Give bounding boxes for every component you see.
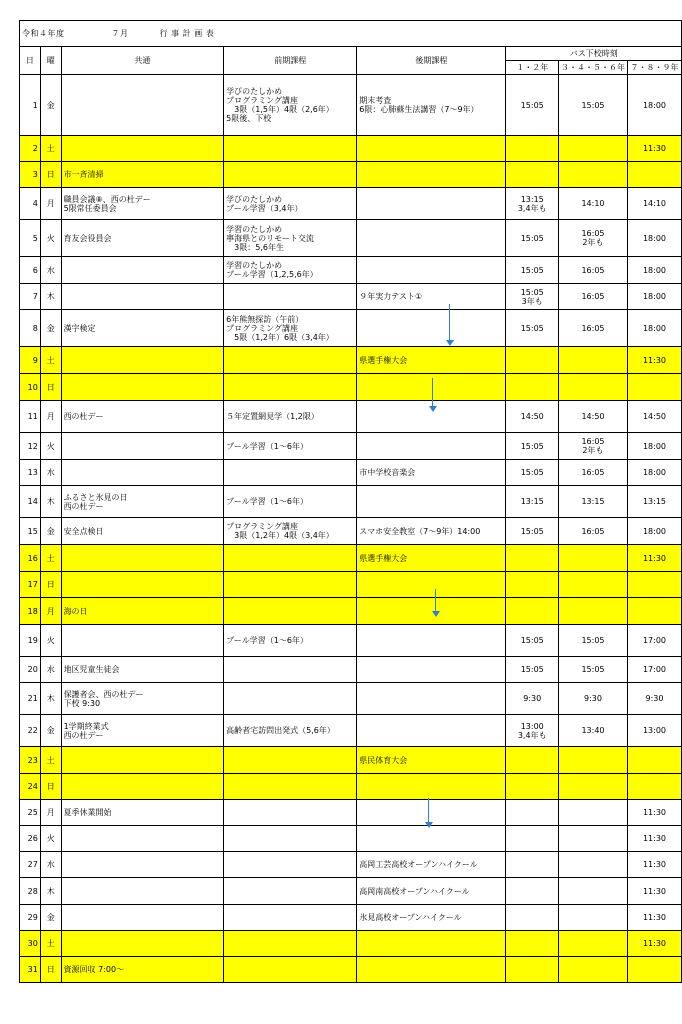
weekday-cell: 土	[40, 347, 61, 374]
bus-time-3456-cell: 16:05	[558, 310, 627, 347]
weekday-cell: 日	[40, 374, 61, 401]
common-event-cell	[61, 257, 224, 284]
common-event-cell: 西の杜デー	[61, 401, 224, 433]
continue-arrow-icon	[446, 304, 454, 346]
bus-time-12-cell	[506, 598, 559, 625]
day-cell: 22	[20, 715, 41, 747]
bus-time-12-cell	[506, 347, 559, 374]
day-cell: 2	[20, 136, 41, 162]
bus-time-12-cell: 13:00 3,4年も	[506, 715, 559, 747]
col-header-early: 前期課程	[224, 47, 357, 75]
early-course-cell: プール学習（1～6年）	[224, 433, 357, 460]
weekday-cell: 水	[40, 657, 61, 683]
common-event-cell: 育友会役員会	[61, 220, 224, 257]
weekday-cell: 木	[40, 284, 61, 310]
common-event-cell	[61, 774, 224, 800]
bus-time-3456-cell: 15:05	[558, 625, 627, 657]
weekday-cell: 金	[40, 518, 61, 545]
schedule-sheet	[19, 20, 682, 983]
common-event-cell	[61, 625, 224, 657]
table-row	[20, 800, 682, 826]
bus-time-12-cell	[506, 162, 559, 188]
day-cell: 27	[20, 852, 41, 878]
bus-time-789-cell: 11:30	[627, 347, 681, 374]
weekday-cell: 日	[40, 162, 61, 188]
weekday-cell: 火	[40, 220, 61, 257]
early-course-cell	[224, 347, 357, 374]
table-title-row	[20, 21, 682, 47]
bus-time-12-cell	[506, 957, 559, 983]
bus-time-789-cell: 18:00	[627, 257, 681, 284]
weekday-cell: 土	[40, 931, 61, 957]
common-event-cell	[61, 826, 224, 852]
common-event-cell: 職員会議⑧、西の杜デー 5限常任委員会	[61, 188, 224, 220]
late-course-cell: 市中学校音楽会	[357, 460, 506, 486]
bus-time-789-cell	[627, 747, 681, 774]
bus-time-12-cell	[506, 136, 559, 162]
weekday-cell: 月	[40, 188, 61, 220]
common-event-cell	[61, 545, 224, 572]
day-cell: 25	[20, 800, 41, 826]
table-row	[20, 852, 682, 878]
late-course-cell	[357, 136, 506, 162]
bus-time-12-cell	[506, 800, 559, 826]
bus-time-789-cell	[627, 374, 681, 401]
bus-time-3456-cell	[558, 598, 627, 625]
bus-time-3456-cell	[558, 347, 627, 374]
bus-time-3456-cell: 13:15	[558, 486, 627, 518]
col-header-bus: バス下校時刻	[506, 47, 682, 61]
table-row	[20, 545, 682, 572]
day-cell: 14	[20, 486, 41, 518]
bus-time-3456-cell	[558, 162, 627, 188]
continue-arrow-icon	[429, 378, 437, 412]
common-event-cell	[61, 905, 224, 931]
weekday-cell: 木	[40, 878, 61, 905]
late-course-cell: スマホ安全教室（7～9年）14:00	[357, 518, 506, 545]
early-course-cell	[224, 683, 357, 715]
weekday-cell: 月	[40, 800, 61, 826]
weekday-cell: 金	[40, 715, 61, 747]
weekday-cell: 土	[40, 136, 61, 162]
early-course-cell: 6年熊無探訪（午前） プログラミング講座 5限（1,2年）6限（3,4年）	[224, 310, 357, 347]
early-course-cell	[224, 878, 357, 905]
table-row	[20, 931, 682, 957]
day-cell: 15	[20, 518, 41, 545]
bus-time-12-cell: 13:15	[506, 486, 559, 518]
day-cell: 23	[20, 747, 41, 774]
common-event-cell	[61, 747, 224, 774]
table-row	[20, 657, 682, 683]
bus-time-12-cell	[506, 545, 559, 572]
bus-time-3456-cell: 14:50	[558, 401, 627, 433]
early-course-cell	[224, 931, 357, 957]
weekday-cell: 土	[40, 747, 61, 774]
table-row	[20, 572, 682, 598]
bus-time-12-cell	[506, 826, 559, 852]
bus-time-12-cell	[506, 878, 559, 905]
bus-time-12-cell: 15:05	[506, 460, 559, 486]
bus-time-3456-cell: 15:05	[558, 75, 627, 136]
bus-time-12-cell: 15:05	[506, 657, 559, 683]
weekday-cell: 月	[40, 401, 61, 433]
table-row	[20, 460, 682, 486]
early-course-cell	[224, 852, 357, 878]
late-course-cell	[357, 657, 506, 683]
early-course-cell: 高齢者宅訪問出発式（5,6年）	[224, 715, 357, 747]
table-row	[20, 347, 682, 374]
weekday-cell: 木	[40, 683, 61, 715]
early-course-cell	[224, 460, 357, 486]
bus-time-789-cell: 11:30	[627, 136, 681, 162]
bus-time-3456-cell: 13:40	[558, 715, 627, 747]
table-row	[20, 374, 682, 401]
day-cell: 21	[20, 683, 41, 715]
bus-time-12-cell	[506, 931, 559, 957]
col-header-common: 共通	[61, 47, 224, 75]
bus-time-3456-cell: 16:05	[558, 284, 627, 310]
common-event-cell: 保護者会、西の杜デー 下校 9:30	[61, 683, 224, 715]
early-course-cell: プール学習（1～6年）	[224, 625, 357, 657]
bus-time-3456-cell	[558, 374, 627, 401]
bus-time-3456-cell	[558, 905, 627, 931]
common-event-cell: 安全点検日	[61, 518, 224, 545]
bus-time-3456-cell	[558, 800, 627, 826]
day-cell: 12	[20, 433, 41, 460]
early-course-cell	[224, 136, 357, 162]
weekday-cell: 水	[40, 460, 61, 486]
day-cell: 11	[20, 401, 41, 433]
late-course-cell	[357, 774, 506, 800]
late-course-cell: 期末考査 6限：心肺蘇生法講習（7～9年）	[357, 75, 506, 136]
col-header-late: 後期課程	[357, 47, 506, 75]
table-row	[20, 826, 682, 852]
late-course-cell	[357, 486, 506, 518]
bus-time-789-cell: 11:30	[627, 852, 681, 878]
day-cell: 31	[20, 957, 41, 983]
bus-time-789-cell: 18:00	[627, 75, 681, 136]
weekday-cell: 金	[40, 310, 61, 347]
weekday-cell: 日	[40, 572, 61, 598]
bus-time-3456-cell	[558, 878, 627, 905]
bus-time-12-cell	[506, 905, 559, 931]
common-event-cell: 海の日	[61, 598, 224, 625]
late-course-cell: 県選手権大会	[357, 545, 506, 572]
early-course-cell	[224, 284, 357, 310]
bus-time-12-cell	[506, 774, 559, 800]
bus-time-789-cell: 18:00	[627, 518, 681, 545]
table-row	[20, 683, 682, 715]
bus-time-12-cell: 15:05	[506, 310, 559, 347]
bus-time-3456-cell	[558, 545, 627, 572]
common-event-cell	[61, 374, 224, 401]
early-course-cell	[224, 545, 357, 572]
bus-time-789-cell: 11:30	[627, 545, 681, 572]
day-cell: 26	[20, 826, 41, 852]
common-event-cell: 資源回収 7:00～	[61, 957, 224, 983]
early-course-cell	[224, 957, 357, 983]
bus-time-789-cell	[627, 572, 681, 598]
table-row	[20, 905, 682, 931]
table-row	[20, 75, 682, 136]
continue-arrow-icon	[432, 589, 440, 617]
day-cell: 16	[20, 545, 41, 572]
late-course-cell	[357, 957, 506, 983]
bus-time-12-cell	[506, 747, 559, 774]
late-course-cell: 高岡工芸高校オープンハイクール	[357, 852, 506, 878]
bus-time-12-cell: 15:05	[506, 433, 559, 460]
bus-time-12-cell	[506, 374, 559, 401]
common-event-cell: 漢字検定	[61, 310, 224, 347]
common-event-cell	[61, 931, 224, 957]
table-row	[20, 162, 682, 188]
early-course-cell: プログラミング講座 3限（1,2年）4限（3,4年）	[224, 518, 357, 545]
table-row	[20, 625, 682, 657]
bus-time-789-cell: 11:30	[627, 905, 681, 931]
early-course-cell: ５年定置網見学（1,2限）	[224, 401, 357, 433]
table-row	[20, 774, 682, 800]
col-header-bus-3456: ３・４・５・６年	[558, 61, 627, 75]
day-cell: 10	[20, 374, 41, 401]
bus-time-3456-cell: 16:05 2年も	[558, 433, 627, 460]
early-course-cell	[224, 657, 357, 683]
bus-time-3456-cell	[558, 572, 627, 598]
early-course-cell	[224, 162, 357, 188]
day-cell: 8	[20, 310, 41, 347]
weekday-cell: 金	[40, 905, 61, 931]
common-event-cell: 地区児童生徒会	[61, 657, 224, 683]
late-course-cell: ９年実力テスト①	[357, 284, 506, 310]
bus-time-12-cell: 15:05	[506, 257, 559, 284]
day-cell: 20	[20, 657, 41, 683]
bus-time-3456-cell	[558, 774, 627, 800]
bus-time-3456-cell	[558, 747, 627, 774]
early-course-cell	[224, 572, 357, 598]
weekday-cell: 土	[40, 545, 61, 572]
day-cell: 28	[20, 878, 41, 905]
weekday-cell: 月	[40, 598, 61, 625]
fiscal-year-label: 令和４年度	[22, 29, 65, 38]
table-row	[20, 486, 682, 518]
bus-time-789-cell: 9:30	[627, 683, 681, 715]
schedule-table	[19, 20, 682, 983]
late-course-cell	[357, 188, 506, 220]
bus-time-12-cell: 13:15 3,4年も	[506, 188, 559, 220]
common-event-cell	[61, 878, 224, 905]
bus-time-12-cell: 15:05	[506, 75, 559, 136]
common-event-cell	[61, 460, 224, 486]
col-header-day: 日	[20, 47, 41, 75]
bus-time-789-cell: 18:00	[627, 433, 681, 460]
bus-time-12-cell	[506, 852, 559, 878]
table-row	[20, 257, 682, 284]
late-course-cell: 県民体育大会	[357, 747, 506, 774]
bus-time-789-cell: 17:00	[627, 625, 681, 657]
early-course-cell: 学習のたしかめ 寧海県とのリモート交流 3限：5,6年生	[224, 220, 357, 257]
weekday-cell: 火	[40, 433, 61, 460]
table-row	[20, 310, 682, 347]
month-label: ７月	[111, 29, 129, 38]
bus-time-789-cell	[627, 957, 681, 983]
day-cell: 18	[20, 598, 41, 625]
common-event-cell: 夏季休業開始	[61, 800, 224, 826]
table-row	[20, 715, 682, 747]
bus-time-789-cell	[627, 162, 681, 188]
table-row	[20, 957, 682, 983]
late-course-cell	[357, 826, 506, 852]
bus-time-789-cell	[627, 774, 681, 800]
common-event-cell: 市一斉清掃	[61, 162, 224, 188]
late-course-cell	[357, 625, 506, 657]
table-row	[20, 136, 682, 162]
early-course-cell	[224, 826, 357, 852]
late-course-cell	[357, 310, 506, 347]
bus-time-12-cell	[506, 572, 559, 598]
early-course-cell	[224, 774, 357, 800]
bus-time-789-cell: 11:30	[627, 931, 681, 957]
late-course-cell	[357, 433, 506, 460]
day-cell: 19	[20, 625, 41, 657]
early-course-cell: 学びのたしかめ プール学習（3,4年）	[224, 188, 357, 220]
bus-time-12-cell: 14:50	[506, 401, 559, 433]
table-row	[20, 878, 682, 905]
early-course-cell: 学習のたしかめ プール学習（1,2,5,6年）	[224, 257, 357, 284]
weekday-cell: 金	[40, 75, 61, 136]
bus-time-3456-cell: 16:05	[558, 518, 627, 545]
bus-time-789-cell: 11:30	[627, 826, 681, 852]
common-event-cell: ふるさと氷見の日 西の杜デー	[61, 486, 224, 518]
table-row	[20, 747, 682, 774]
late-course-cell	[357, 162, 506, 188]
common-event-cell: 1学期終業式 西の杜デー	[61, 715, 224, 747]
late-course-cell: 氷見高校オープンハイクール	[357, 905, 506, 931]
late-course-cell	[357, 220, 506, 257]
bus-time-789-cell: 11:30	[627, 878, 681, 905]
early-course-cell	[224, 905, 357, 931]
day-cell: 30	[20, 931, 41, 957]
day-cell: 24	[20, 774, 41, 800]
bus-time-789-cell: 18:00	[627, 220, 681, 257]
bus-time-789-cell: 17:00	[627, 657, 681, 683]
weekday-cell: 火	[40, 625, 61, 657]
bus-time-789-cell: 13:15	[627, 486, 681, 518]
bus-time-3456-cell: 14:10	[558, 188, 627, 220]
early-course-cell: 学びのたしかめ プログラミング講座 3限（1,5年）4限（2,6年） 5限後、下校	[224, 75, 357, 136]
bus-time-3456-cell	[558, 931, 627, 957]
table-row	[20, 433, 682, 460]
day-cell: 4	[20, 188, 41, 220]
common-event-cell	[61, 136, 224, 162]
bus-time-3456-cell	[558, 826, 627, 852]
table-row	[20, 598, 682, 625]
day-cell: 5	[20, 220, 41, 257]
bus-time-3456-cell: 9:30	[558, 683, 627, 715]
bus-time-3456-cell: 16:05	[558, 257, 627, 284]
bus-time-789-cell	[627, 598, 681, 625]
common-event-cell	[61, 284, 224, 310]
continue-arrow-icon	[425, 798, 433, 828]
common-event-cell	[61, 347, 224, 374]
late-course-cell	[357, 931, 506, 957]
day-cell: 3	[20, 162, 41, 188]
bus-time-789-cell: 13:00	[627, 715, 681, 747]
page-title: 行 事 計 画 表	[159, 29, 215, 38]
bus-time-789-cell: 11:30	[627, 800, 681, 826]
bus-time-12-cell: 15:05	[506, 518, 559, 545]
bus-time-789-cell: 18:00	[627, 284, 681, 310]
bus-time-789-cell: 18:00	[627, 460, 681, 486]
early-course-cell: プール学習（1～6年）	[224, 486, 357, 518]
table-row	[20, 401, 682, 433]
table-row	[20, 284, 682, 310]
bus-time-3456-cell	[558, 852, 627, 878]
bus-time-3456-cell: 16:05	[558, 460, 627, 486]
table-row	[20, 220, 682, 257]
schedule-body	[20, 75, 682, 983]
table-row	[20, 188, 682, 220]
early-course-cell	[224, 598, 357, 625]
common-event-cell	[61, 75, 224, 136]
late-course-cell: 高岡南高校オープンハイクール	[357, 878, 506, 905]
late-course-cell	[357, 257, 506, 284]
day-cell: 6	[20, 257, 41, 284]
common-event-cell	[61, 572, 224, 598]
late-course-cell	[357, 683, 506, 715]
bus-time-3456-cell	[558, 136, 627, 162]
day-cell: 9	[20, 347, 41, 374]
col-header-weekday: 曜	[40, 47, 61, 75]
late-course-cell: 県選手権大会	[357, 347, 506, 374]
bus-time-12-cell: 9:30	[506, 683, 559, 715]
day-cell: 17	[20, 572, 41, 598]
weekday-cell: 水	[40, 852, 61, 878]
weekday-cell: 火	[40, 826, 61, 852]
day-cell: 29	[20, 905, 41, 931]
day-cell: 7	[20, 284, 41, 310]
bus-time-3456-cell: 16:05 2年も	[558, 220, 627, 257]
bus-time-3456-cell: 15:05	[558, 657, 627, 683]
bus-time-789-cell: 14:50	[627, 401, 681, 433]
bus-time-3456-cell	[558, 957, 627, 983]
bus-time-12-cell: 15:05 3年も	[506, 284, 559, 310]
bus-time-12-cell: 15:05	[506, 625, 559, 657]
early-course-cell	[224, 800, 357, 826]
early-course-cell	[224, 374, 357, 401]
bus-time-789-cell: 14:10	[627, 188, 681, 220]
weekday-cell: 日	[40, 774, 61, 800]
weekday-cell: 水	[40, 257, 61, 284]
col-header-bus-789: ７・８・９年	[627, 61, 681, 75]
bus-time-12-cell: 15:05	[506, 220, 559, 257]
day-cell: 1	[20, 75, 41, 136]
weekday-cell: 日	[40, 957, 61, 983]
col-header-bus-12: １・２年	[506, 61, 559, 75]
day-cell: 13	[20, 460, 41, 486]
early-course-cell	[224, 747, 357, 774]
bus-time-789-cell: 18:00	[627, 310, 681, 347]
common-event-cell	[61, 433, 224, 460]
late-course-cell	[357, 715, 506, 747]
common-event-cell	[61, 852, 224, 878]
weekday-cell: 木	[40, 486, 61, 518]
table-row	[20, 518, 682, 545]
